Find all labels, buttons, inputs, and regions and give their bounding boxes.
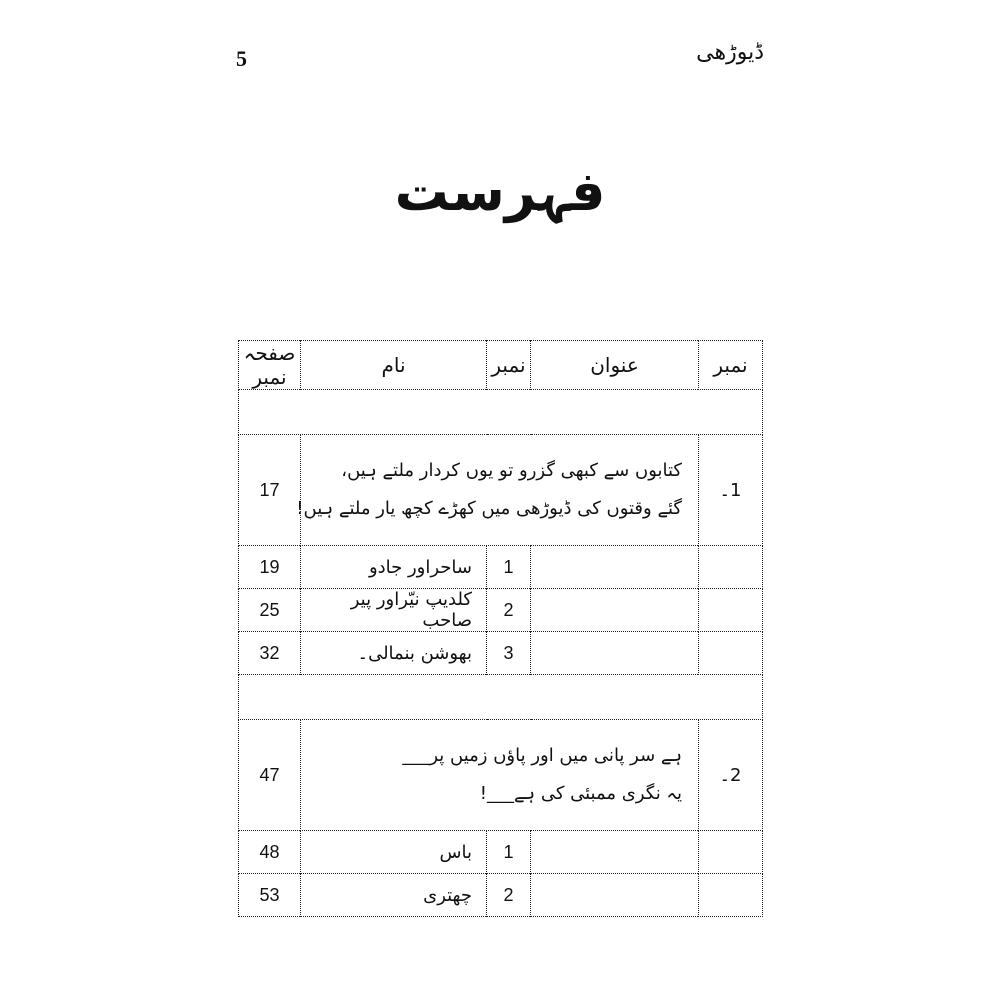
section-index: 2۔: [699, 720, 763, 831]
item-name: ساحراور جادو: [301, 546, 487, 589]
item-page: 48: [239, 831, 301, 874]
table-row: [239, 589, 763, 632]
running-header: ڈیوڑھی: [696, 40, 764, 65]
item-name: کلدیپ نیّراور پیر صاحب: [301, 589, 487, 632]
item-page: 19: [239, 546, 301, 589]
section-title: [301, 720, 699, 831]
table-row: [239, 831, 763, 874]
table-row: [239, 546, 763, 589]
item-page: 32: [239, 632, 301, 675]
item-number: 1: [487, 831, 531, 874]
page-number: 5: [236, 46, 247, 71]
item-name: چھتری: [301, 874, 487, 917]
blank-row: [239, 390, 763, 435]
toc-table: [238, 340, 763, 917]
blank-row: [239, 675, 763, 720]
column-header-page: صفحہ نمبر: [239, 341, 301, 390]
section-row: [239, 435, 763, 546]
item-number: 1: [487, 546, 531, 589]
item-number: 2: [487, 589, 531, 632]
item-page: 53: [239, 874, 301, 917]
section-title: [296, 435, 699, 546]
table-row: [239, 632, 763, 675]
column-header-number: نمبر: [699, 341, 763, 390]
section-index: 1۔: [699, 435, 763, 546]
item-name: باس: [301, 831, 487, 874]
section-title-line: گئے وقتوں کی ڈیوڑھی میں کھڑے کچھ یار ملتے ہیں!: [296, 498, 682, 519]
column-header-sub-number: نمبر: [487, 341, 531, 390]
section-title-line: کتابوں سے کبھی گزرو تو یوں کردار ملتے ہیں،: [341, 460, 682, 481]
item-number: 2: [487, 874, 531, 917]
item-name: بھوشن بنمالی۔: [301, 632, 487, 675]
section-page: 47: [239, 720, 301, 831]
column-header-name: نام: [301, 341, 487, 390]
toc-title: فہرست: [394, 160, 606, 223]
section-title-line: ہے سر پانی میں اور پاؤں زمیں پر___: [402, 745, 682, 766]
column-header-title: عنوان: [531, 341, 699, 390]
section-page: 17: [239, 435, 301, 546]
item-page: 25: [239, 589, 301, 632]
table-row: [239, 874, 763, 917]
table-header-row: [239, 341, 763, 390]
section-title-line: یہ نگری ممبئی کی ہے___!: [479, 783, 682, 804]
item-number: 3: [487, 632, 531, 675]
section-row: [239, 720, 763, 831]
